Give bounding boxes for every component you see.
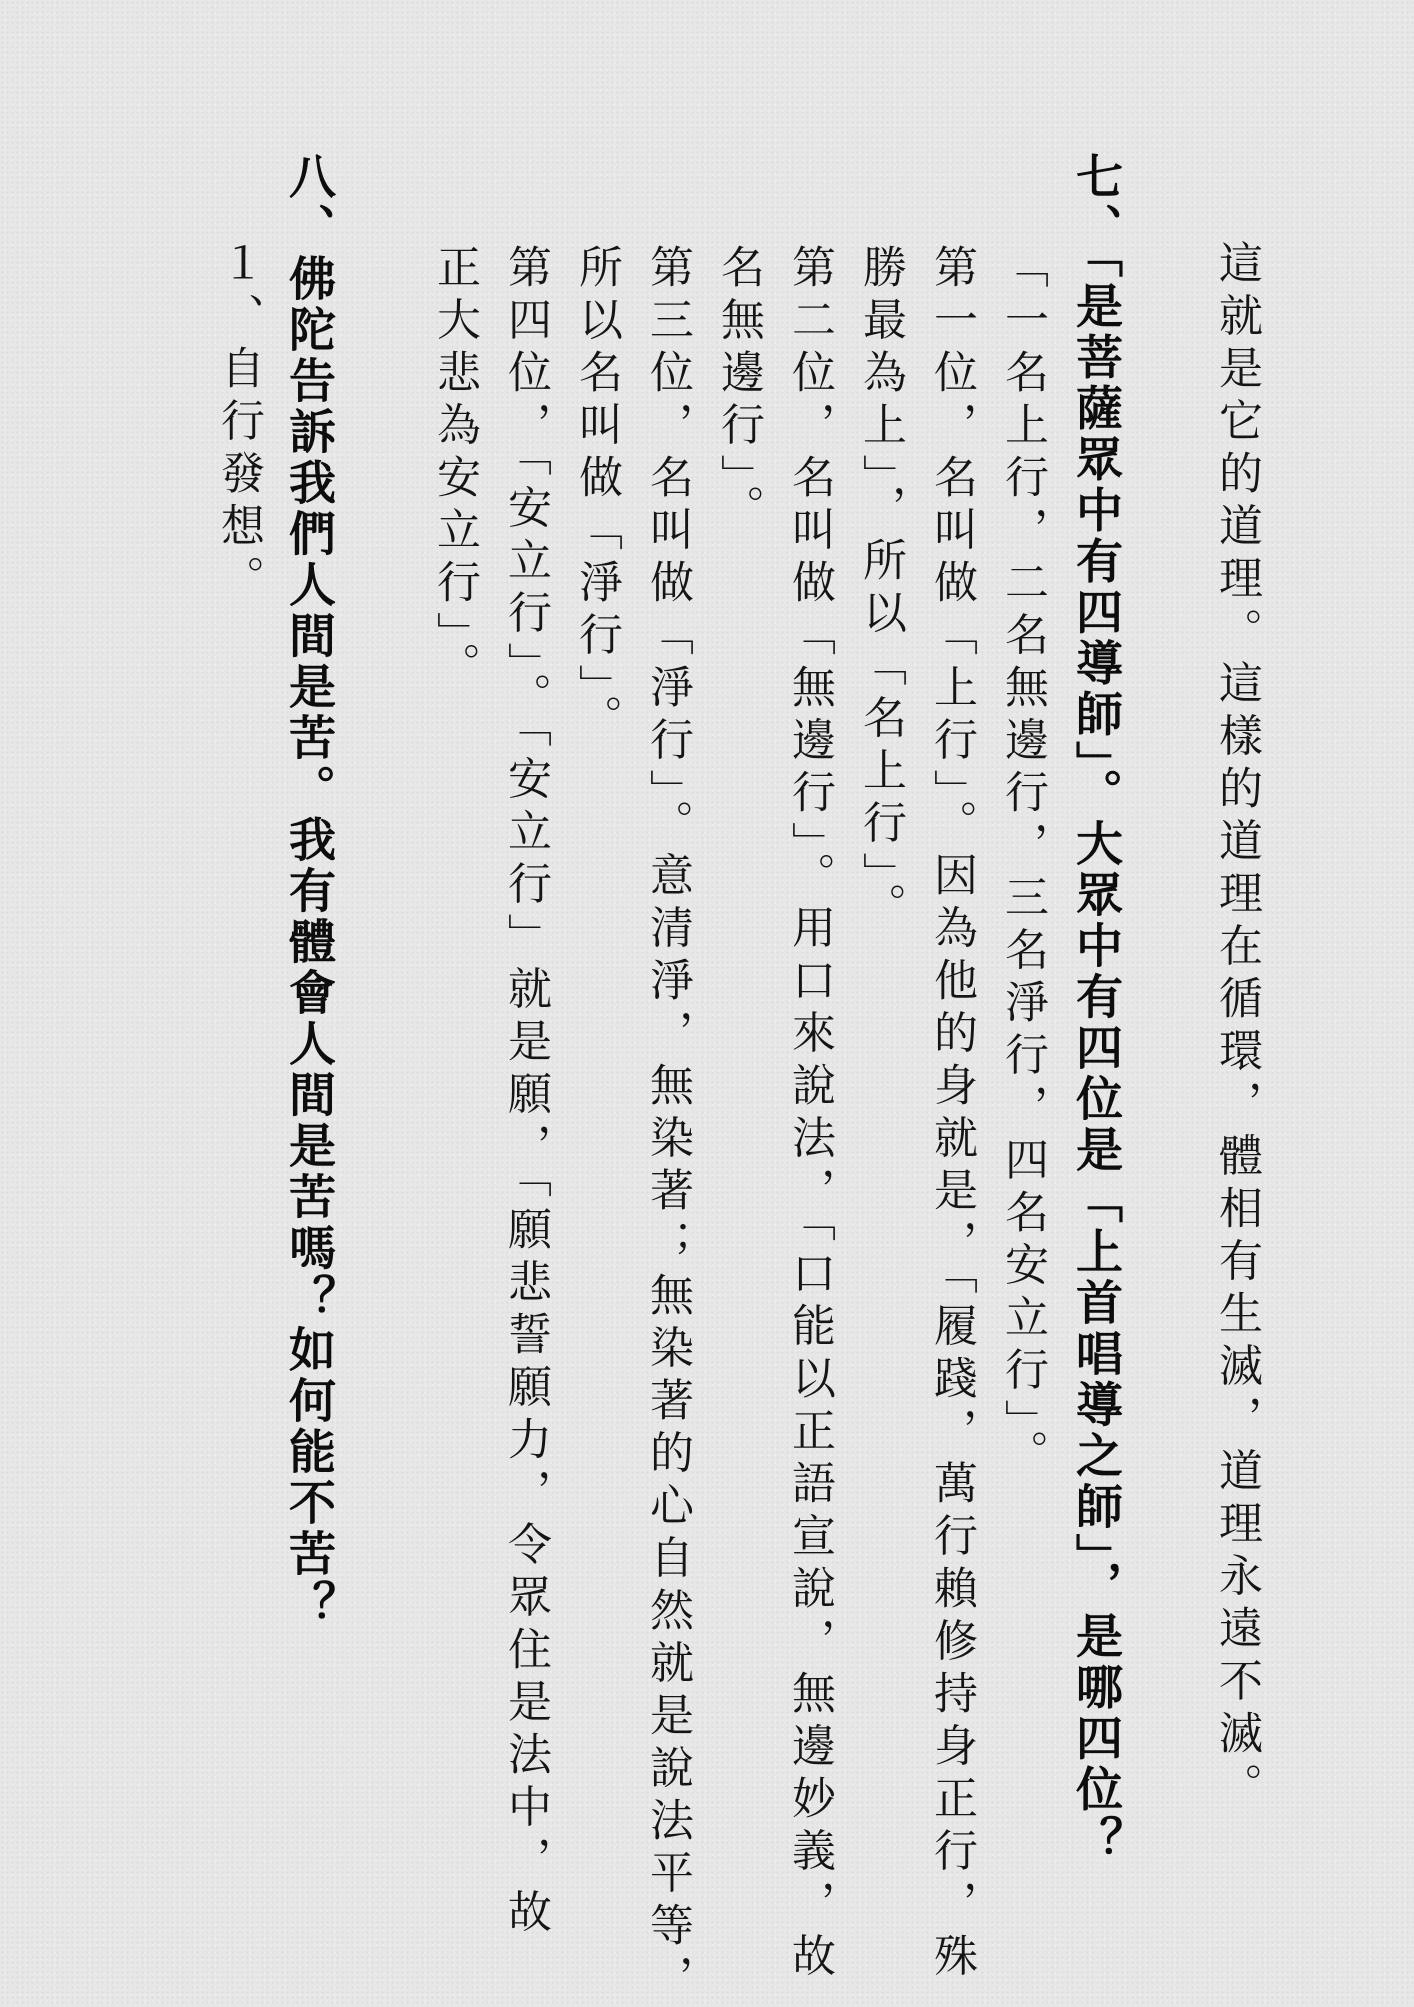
text-line: 第二位，名叫做「無邊行」。用口來說法，「口能以正語宣說，無邊妙義，故 xyxy=(784,244,835,1985)
text-line: 名無邊行」。 xyxy=(713,244,764,537)
text-line: 「一名上行，二名無邊行，三名淨行，四名安立行」。 xyxy=(997,244,1048,1482)
section-heading-7: 七、「是菩薩眾中有四導師」。大眾中有四位是「上首唱導之師」，是哪四位？ xyxy=(1068,152,1123,1867)
text-line: 勝最為上」，所以「名上行」。 xyxy=(855,244,906,935)
text-line: １、自行發想。 xyxy=(213,240,264,608)
text-line: 第一位，名叫做「上行」。因為他的身就是，「履踐，萬行賴修持身正行，殊 xyxy=(926,244,977,1985)
text-line: 所以名叫做「淨行」。 xyxy=(571,244,622,747)
text-line: 正大悲為安立行」。 xyxy=(429,244,480,695)
text-line: 第四位，「安立行」。「安立行」就是願，「願悲誓願力，令眾住是法中，故 xyxy=(500,244,551,1941)
section-heading-8: 八、佛陀告訴我們人間是苦。我有體會人間是苦嗎？如何能不苦？ xyxy=(281,152,336,1631)
text-line: 第三位，名叫做「淨行」。意清淨，無染著；無染著的心自然就是說法平等， xyxy=(642,244,693,2007)
text-line: 這就是它的道理。這樣的道理在循環，體相有生滅，道理永遠不滅。 xyxy=(1211,240,1262,1815)
